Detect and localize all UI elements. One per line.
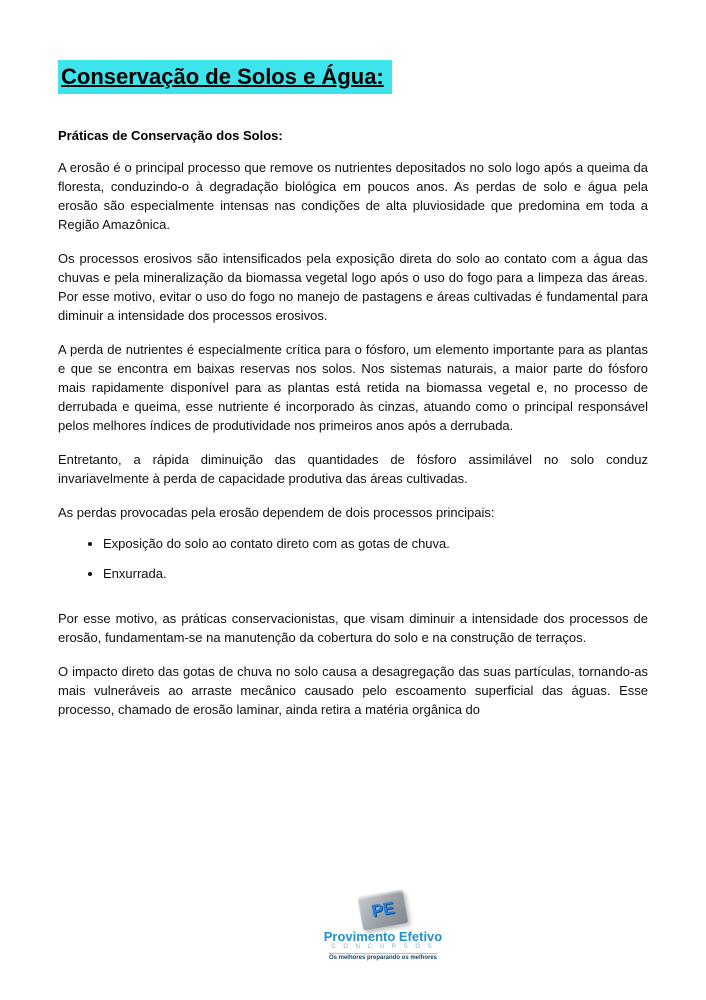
paragraph-productivity-loss: Entretanto, a rápida diminuição das quantidades de fósforo assimilável no solo conduz invariavelmente à perda de capacidade produtiva das áreas cultivadas. (58, 452, 648, 487)
paragraph-erosion-intro: A erosão é o principal processo que remove os nutrientes depositados no solo logo após a queima da floresta, conduzindo-o à degradação biológica em poucos anos. As perdas de solo e água pela erosão são especialmente intensas nas condições de alta pluviosidade que predomina em toda a Região Amazônica. (58, 160, 648, 233)
paragraph-two-processes-lead: As perdas provocadas pela erosão dependem de dois processos principais: (58, 505, 495, 521)
paragraph-raindrop-impact: O impacto direto das gotas de chuva no solo causa a desagregação das suas partículas, tornando-as mais vulneráveis ao arraste mecânico causado pelo escoamento superficial das águas. Esse processo, chamado de erosão laminar, ainda retira a matéria orgânica do (58, 664, 648, 718)
brand-divider (329, 953, 437, 954)
paragraph-phosphorus-loss: A perda de nutrientes é especialmente crítica para o fósforo, um elemento importante para as plantas e que se encontra em baixas reservas nos solos. Nos sistemas naturais, a maior parte do fósforo mais rapidamente disponível para as plantas está retida na biomassa vegetal e, no processo de derrubada e queima, esse nutriente é incorporado às cinzas, atuando como o principal responsável pelos melhores índices de produtividade nos primeiros anos após a derrubada. (58, 342, 648, 434)
brand-subtitle: C O N C U R S O S (331, 944, 435, 950)
logo-monogram: PE (370, 898, 396, 921)
list-item-runoff: • Enxurrada. (103, 564, 648, 583)
document-content (58, 60, 648, 719)
brand-tagline: Os melhores preparando os melhores (328, 955, 438, 961)
pe-cube-logo-icon (357, 889, 408, 930)
footer-logo (323, 893, 443, 962)
paragraph-erosive-processes: Os processos erosivos são intensificados pela exposição direta do solo ao contato com a água das chuvas e pela mineralização da biomassa vegetal logo após o uso do fogo para a limpeza das áreas. Por esse motivo, evitar o uso do fogo no manejo de pastagens e áreas cultivadas é fundamental para diminuir a intensidade dos processos erosivos. (58, 251, 648, 324)
paragraph-conservation-practices: Por esse motivo, as práticas conservacionistas, que visam diminuir a intensidade dos processos de erosão, fundamentam-se na manutenção da cobertura do solo e na construção de terraços. (58, 611, 648, 646)
erosion-process-list (58, 534, 648, 583)
brand-name: Provimento Efetivo (323, 929, 443, 944)
list-item-soil-exposure: • Exposição do solo ao contato direto com as gotas de chuva. (103, 534, 648, 553)
page-title: Conservação de Solos e Água: (58, 60, 392, 94)
section-heading: Práticas de Conservação dos Solos: (58, 128, 283, 144)
